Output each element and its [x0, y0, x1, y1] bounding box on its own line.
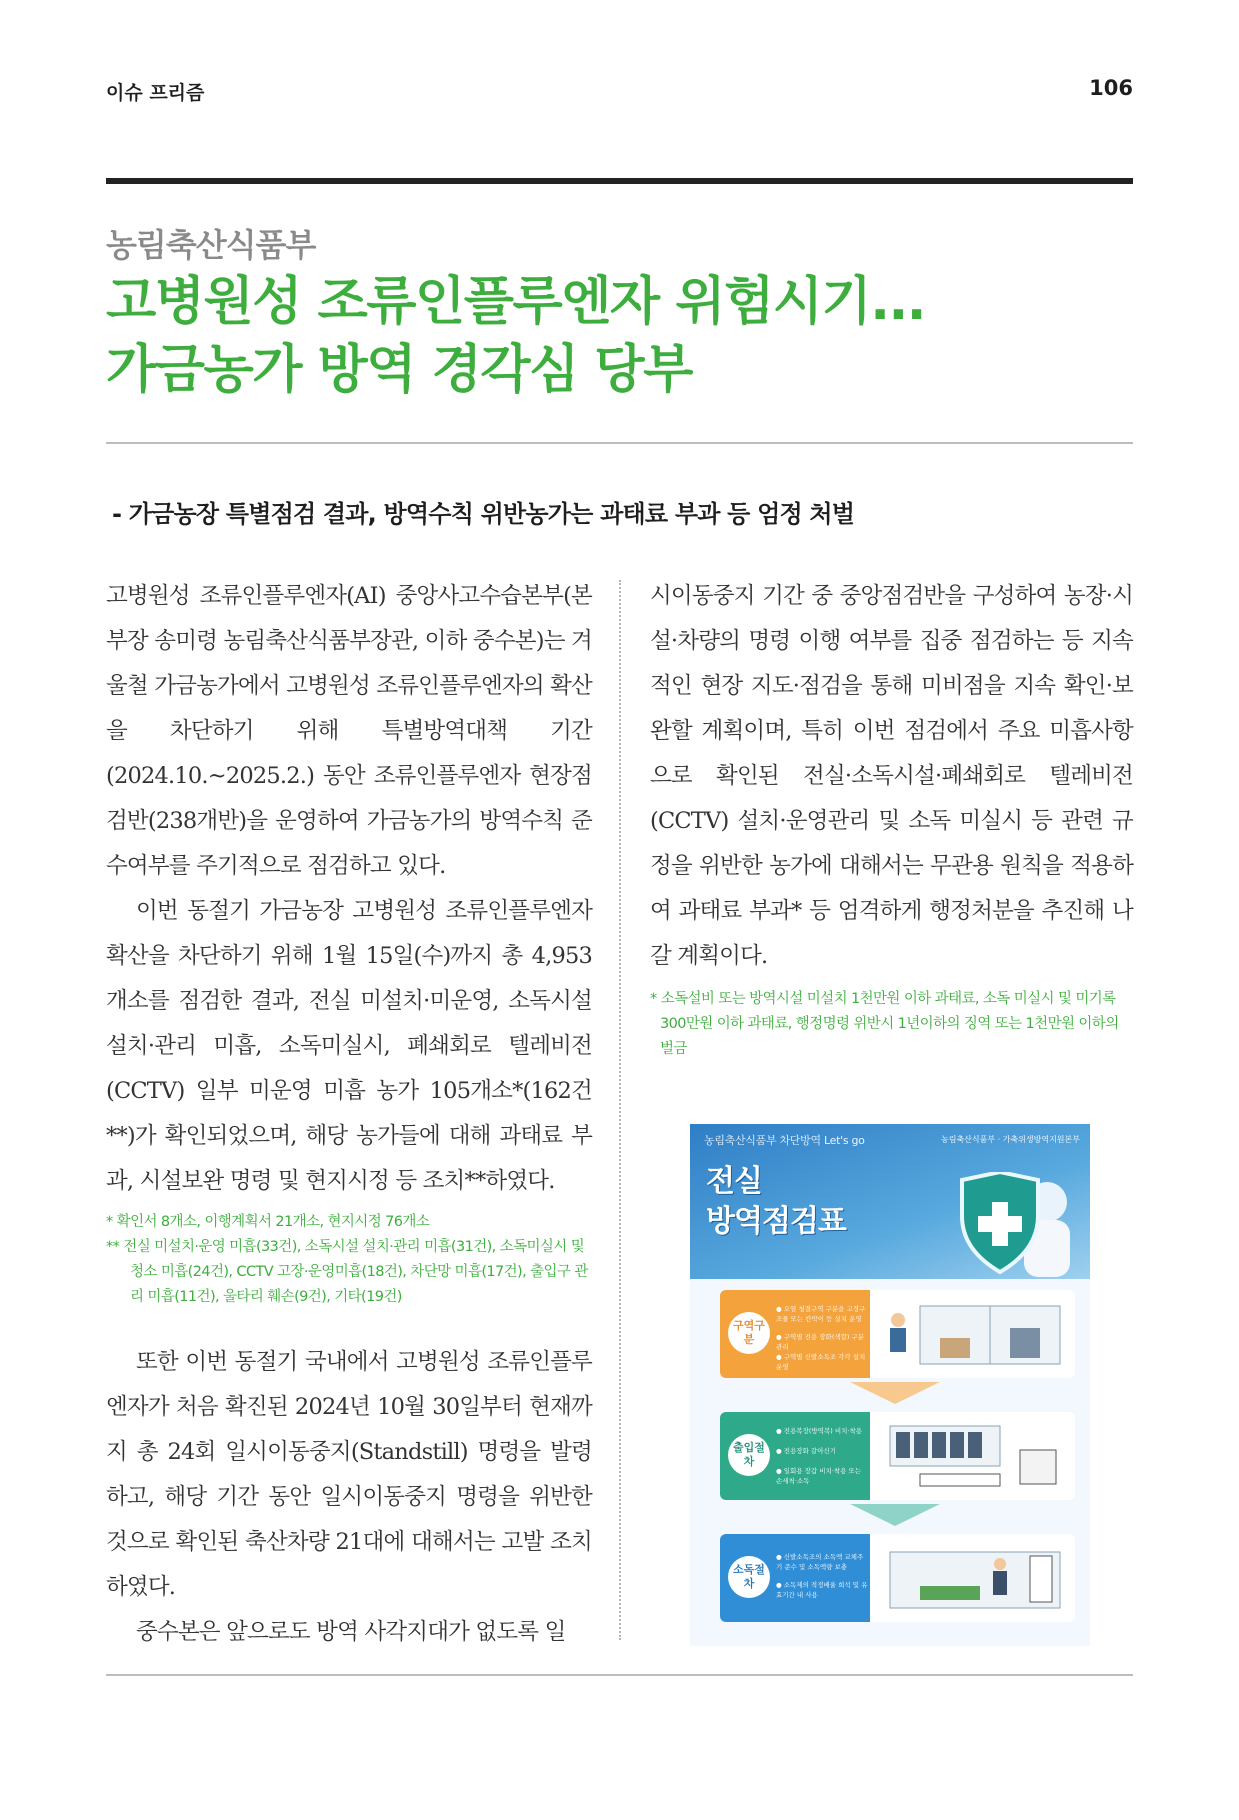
paragraph: 또한 이번 동절기 국내에서 고병원성 조류인플루엔자가 처음 확진된 2024년 10월 30일부터 현재까지 총 24회 일시이동중지(Standstill) 명령을 발령하고, 해당 기간 동안 일시이동중지 명령을 위반한 것으로 확인된 축산차량 21대에 대해서는 고발 조치하였다. — [106, 1349, 592, 1600]
section-bullet: ● 구역별 신발소독조 각각 설치 운영 — [776, 1353, 866, 1371]
paragraph: 이번 동절기 가금농장 고병원성 조류인플루엔자 확산을 차단하기 위해 1월 15일(수)까지 총 4,953개소를 점검한 결과, 전실 미설치·미운영, 소독시설 설치·관리 미흡, 소독미실시, 폐쇄회로 텔레비전(CCTV) 일부 미운영 미흡 농가 105개소*(162건**)가 확인되었으며, 해당 농가들에 대해 과태료 부과, 시설보완 명령 및 현지시정 등 조치**하였다. — [106, 898, 592, 1194]
infographic-title — [706, 1162, 846, 1242]
title-line-1: 고병원성 조류인플루엔자 위험시기... — [106, 272, 925, 332]
section-bullet: ● 오염 청결구역 구분을 고정구조물 또는 칸막이 등 설치 운영 — [776, 1305, 866, 1323]
section-bullet: ● 전용복장(방역복) 비치·착용 — [776, 1427, 863, 1435]
article-title — [106, 268, 925, 404]
footnote: ** 전실 미설치·운영 미흡(33건), 소독시설 설치·관리 미흡(31건), 소독미실시 및 청소 미흡(24건), CCTV 고장·운영미흡(18건), 차단망 미흡(17건), 출입구 관리 미흡(11건), 울타리 훼손(9건), 기타(19건) — [106, 1239, 588, 1305]
shield-icon — [952, 1172, 1072, 1277]
footbath-illustration — [880, 1542, 1070, 1614]
down-arrow-icon — [850, 1382, 940, 1404]
infographic-logos: 농림축산식품부 · 가축위생방역지원본부 — [940, 1135, 1080, 1144]
section-bullet: ● 구역별 전용 장화(색깔) 구분 관리 — [776, 1333, 865, 1351]
footnotes — [106, 1210, 592, 1310]
infographic-header — [690, 1124, 1090, 1279]
section-badge: 구역구분 — [728, 1312, 770, 1354]
infographic-title-line-1: 전실 — [706, 1164, 762, 1199]
section-badge: 출입절차 — [728, 1434, 770, 1476]
paragraph: 중수본은 앞으로도 방역 사각지대가 없도록 일 — [136, 1619, 566, 1645]
footnote: * 확인서 8개소, 이행계획서 21개소, 현지시정 76개소 — [106, 1214, 430, 1230]
column-divider — [619, 580, 621, 1640]
ministry-name: 농림축산식품부 — [106, 226, 316, 264]
section-entry — [720, 1412, 1075, 1500]
section-bullet: ● 전용장화 갈아신기 — [776, 1447, 837, 1455]
infographic — [690, 1124, 1090, 1646]
section-zone — [720, 1290, 1075, 1378]
section-bullet: ● 일회용 장갑 비치·착용 또는 손세척·소독 — [776, 1467, 862, 1485]
infographic-title-line-2: 방역점검표 — [706, 1204, 846, 1239]
section-badge: 소독절차 — [728, 1556, 770, 1598]
section-label: 이슈 프리즘 — [106, 82, 205, 104]
article-subtitle: - 가금농장 특별점검 결과, 방역수칙 위반농가는 과태료 부과 등 엄정 처벌 — [112, 500, 855, 528]
anteroom-illustration — [880, 1298, 1070, 1370]
clothing-rack-illustration — [880, 1420, 1070, 1492]
footnote: * 소독설비 또는 방역시설 미설치 1천만원 이하 과태료, 소독 미실시 및 미기록 300만원 이하 과태료, 행정명령 위반시 1년이하의 징역 또는 1천만원 이하의 벌금 — [650, 991, 1119, 1057]
bottom-divider — [106, 1674, 1133, 1676]
section-bullet: ● 소독제의 적정배율 희석 및 유효기간 내 사용 — [776, 1581, 868, 1599]
section-bullet: ● 신발소독조의 소독액 교체주기 준수 및 소독액량 보충 — [776, 1553, 864, 1571]
left-column — [106, 574, 592, 1655]
section-disinfection — [720, 1534, 1075, 1622]
paragraph: 시이동중지 기간 중 중앙점검반을 구성하여 농장·시설·차량의 명령 이행 여부를 집중 점검하는 등 지속적인 현장 지도·점검을 통해 미비점을 지속 확인·보완할 계획이며, 특히 이번 점검에서 주요 미흡사항으로 확인된 전실·소독시설·폐쇄회로 텔레비전(CCTV) 설치·운영관리 및 소독 미실시 등 관련 규정을 위반한 농가에 대해서는 무관용 원칙을 적용하여 과태료 부과* 등 엄격하게 행정처분을 추진해 나갈 계획이다. — [650, 583, 1133, 969]
paragraph: 고병원성 조류인플루엔자(AI) 중앙사고수습본부(본부장 송미령 농림축산식품부장관, 이하 중수본)는 겨울철 가금농가에서 고병원성 조류인플루엔자의 확산을 차단하기 위해 특별방역대책 기간(2024.10.~2025.2.) 동안 조류인플루엔자 현장점검반(238개반)을 운영하여 가금농가의 방역수칙 준수여부를 주기적으로 점검하고 있다. — [106, 583, 592, 879]
down-arrow-icon — [850, 1504, 940, 1526]
title-divider — [106, 442, 1133, 444]
title-line-2: 가금농가 방역 경각심 당부 — [106, 340, 692, 400]
page-number: 106 — [1089, 76, 1133, 100]
top-divider — [106, 178, 1133, 184]
infographic-caption: 농림축산식품부 차단방역 Let's go — [704, 1134, 865, 1147]
right-column — [650, 574, 1133, 1062]
